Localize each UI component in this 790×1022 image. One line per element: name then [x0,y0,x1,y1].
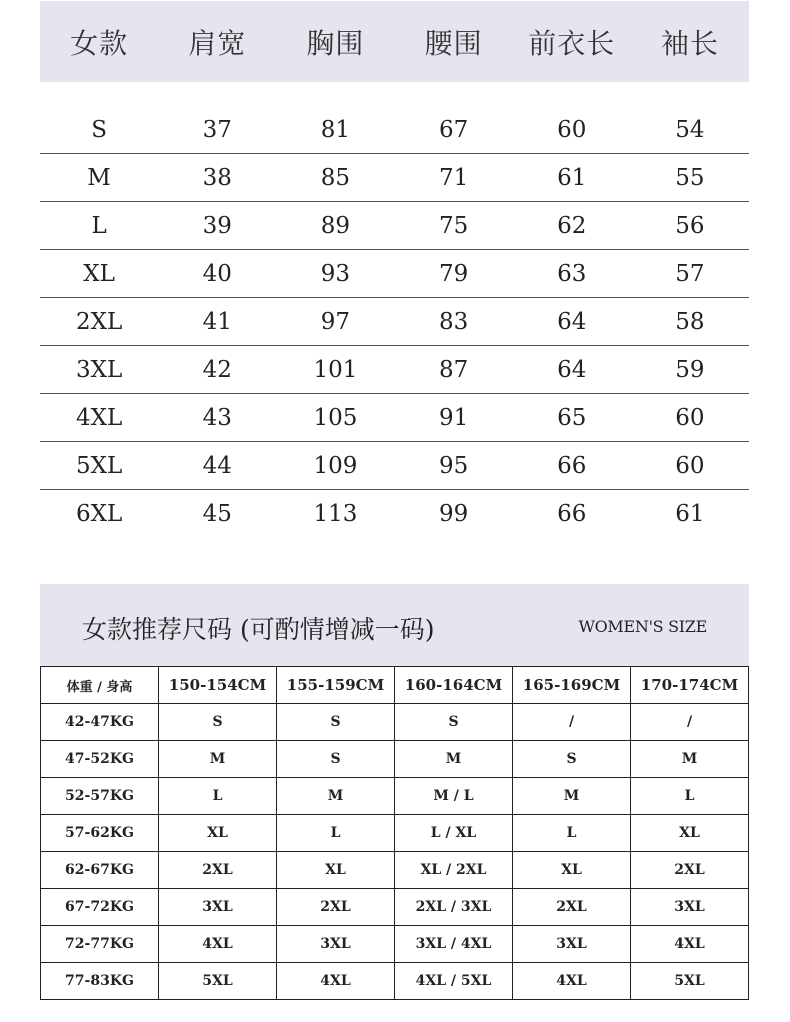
measurement-cell: 66 [557,501,587,527]
measurement-cell: 44 [202,452,232,479]
recommendation-cell: L [513,815,631,852]
measurement-cell: 3XL [75,356,123,383]
recommendation-header-cell: 170-174CM [631,667,749,704]
recommendation-cell: 2XL [159,852,277,889]
recommendation-row [41,889,749,926]
recommendation-cell: 72-77KG [41,926,159,963]
recommendation-cell: 4XL / 5XL [395,963,513,1000]
recommendation-header [40,584,749,666]
recommendation-cell: M [159,741,277,778]
measurement-cell: 81 [320,116,351,143]
recommendation-cell: 4XL [513,963,631,1000]
measurement-cell: 60 [557,116,587,143]
recommendation-header-cell: 165-169CM [513,667,631,704]
measurement-cell: 45 [202,501,232,527]
recommendation-cell: L [277,815,395,852]
recommendation-subtitle: WOMEN'S SIZE [578,617,707,636]
recommendation-row [41,778,749,815]
measurement-cell: S [91,116,107,143]
recommendation-cell: 62-67KG [41,852,159,889]
recommendation-cell: 5XL [159,963,277,1000]
recommendation-cell: 77-83KG [41,963,159,1000]
recommendation-cell: 4XL [159,926,277,963]
measurement-cell: 60 [675,404,705,431]
measurement-header-cell: 前衣长 [528,26,616,60]
recommendation-cell: 3XL [513,926,631,963]
measurement-cell: 62 [557,212,587,239]
measurement-header-cell: 女款 [70,26,129,60]
recommendation-cell: M [277,778,395,815]
measurement-cell: 79 [438,260,469,287]
recommendation-cell: S [159,704,277,741]
recommendation-cell: 67-72KG [41,889,159,926]
measurement-cell: 41 [202,308,232,335]
measurement-header-cell: 胸围 [306,26,365,60]
measurement-cell: 105 [313,404,358,431]
recommendation-row [41,852,749,889]
measurement-cell: 57 [675,260,705,287]
measurement-cell: 64 [557,356,587,383]
recommendation-cell: 4XL [631,926,749,963]
recommendation-header-row [41,667,749,704]
measurement-cell: 65 [557,404,587,431]
measurement-cell: L [91,212,107,239]
measurement-cell: 4XL [75,404,123,431]
measurement-table-body [40,106,749,538]
recommendation-cell: S [277,704,395,741]
measurement-row [40,394,749,442]
recommendation-cell: 3XL / 4XL [395,926,513,963]
measurement-cell: 40 [202,260,232,287]
recommendation-row [41,815,749,852]
measurement-cell: XL [83,260,115,287]
recommendation-cell: XL [277,852,395,889]
measurement-cell: 97 [320,308,351,335]
measurement-cell: 85 [320,164,351,191]
recommendation-cell: S [277,741,395,778]
recommendation-header-cell: 160-164CM [395,667,513,704]
measurement-cell: 66 [557,452,587,479]
measurement-cell: 91 [438,404,469,431]
measurement-row [40,106,749,154]
recommendation-row [41,926,749,963]
measurement-cell: 55 [675,164,705,191]
measurement-row [40,346,749,394]
measurement-cell: 87 [438,356,469,383]
recommendation-cell: XL / 2XL [395,852,513,889]
measurement-cell: 6XL [75,501,123,527]
measurement-header-cell: 袖长 [660,26,719,60]
recommendation-cell: L [631,778,749,815]
recommendation-title: 女款推荐尺码 (可酌情增减一码) [82,615,435,644]
recommendation-cell: M / L [395,778,513,815]
measurement-cell: 61 [675,501,705,527]
recommendation-cell: 3XL [159,889,277,926]
measurement-cell: 43 [202,404,232,431]
recommendation-cell: 47-52KG [41,741,159,778]
recommendation-header-cell: 体重 / 身高 [41,667,159,704]
measurement-cell: 60 [675,452,705,479]
measurement-cell: 39 [202,212,232,239]
recommendation-cell: M [631,741,749,778]
measurement-row [40,298,749,346]
measurement-cell: M [87,164,111,191]
recommendation-cell: 3XL [277,926,395,963]
recommendation-cell: S [513,741,631,778]
measurement-row [40,442,749,490]
recommendation-cell: / [631,704,749,741]
measurement-cell: 75 [438,212,469,239]
recommendation-cell: 2XL / 3XL [395,889,513,926]
measurement-cell: 61 [557,164,587,191]
recommendation-row [41,704,749,741]
measurement-cell: 59 [675,356,705,383]
measurement-cell: 2XL [75,308,123,335]
measurement-cell: 83 [438,308,469,335]
recommendation-row [41,963,749,1000]
measurement-cell: 71 [438,164,469,191]
measurement-cell: 109 [313,452,358,479]
measurement-cell: 89 [320,212,351,239]
recommendation-cell: / [513,704,631,741]
recommendation-cell: 42-47KG [41,704,159,741]
measurement-cell: 113 [313,501,358,527]
recommendation-table [40,666,749,1000]
recommendation-cell: L [159,778,277,815]
measurement-row [40,154,749,202]
measurement-cell: 101 [313,356,358,383]
recommendation-cell: 52-57KG [41,778,159,815]
recommendation-cell: L / XL [395,815,513,852]
measurement-table-header [40,1,749,82]
recommendation-row [41,741,749,778]
measurement-cell: 54 [675,116,705,143]
measurement-cell: 63 [557,260,587,287]
measurement-cell: 37 [202,116,232,143]
recommendation-header-cell: 155-159CM [277,667,395,704]
measurement-row [40,490,749,538]
recommendation-cell: S [395,704,513,741]
measurement-cell: 56 [675,212,705,239]
recommendation-cell: 4XL [277,963,395,1000]
recommendation-cell: XL [159,815,277,852]
measurement-row [40,202,749,250]
measurement-header-cell: 腰围 [424,26,483,60]
recommendation-header-cell: 150-154CM [159,667,277,704]
measurement-cell: 99 [438,501,469,527]
measurement-cell: 93 [320,260,351,287]
measurement-cell: 95 [438,452,469,479]
measurement-cell: 67 [438,116,469,143]
recommendation-cell: XL [513,852,631,889]
measurement-cell: 38 [202,164,232,191]
recommendation-cell: 3XL [631,889,749,926]
recommendation-cell: 57-62KG [41,815,159,852]
measurement-row [40,250,749,298]
recommendation-cell: 2XL [277,889,395,926]
measurement-cell: 64 [557,308,587,335]
measurement-header-cell: 肩宽 [188,26,247,60]
recommendation-cell: XL [631,815,749,852]
measurement-cell: 42 [202,356,232,383]
recommendation-cell: 2XL [513,889,631,926]
measurement-cell: 5XL [75,452,123,479]
measurement-cell: 58 [675,308,705,335]
recommendation-cell: M [395,741,513,778]
recommendation-cell: 2XL [631,852,749,889]
recommendation-cell: M [513,778,631,815]
recommendation-cell: 5XL [631,963,749,1000]
